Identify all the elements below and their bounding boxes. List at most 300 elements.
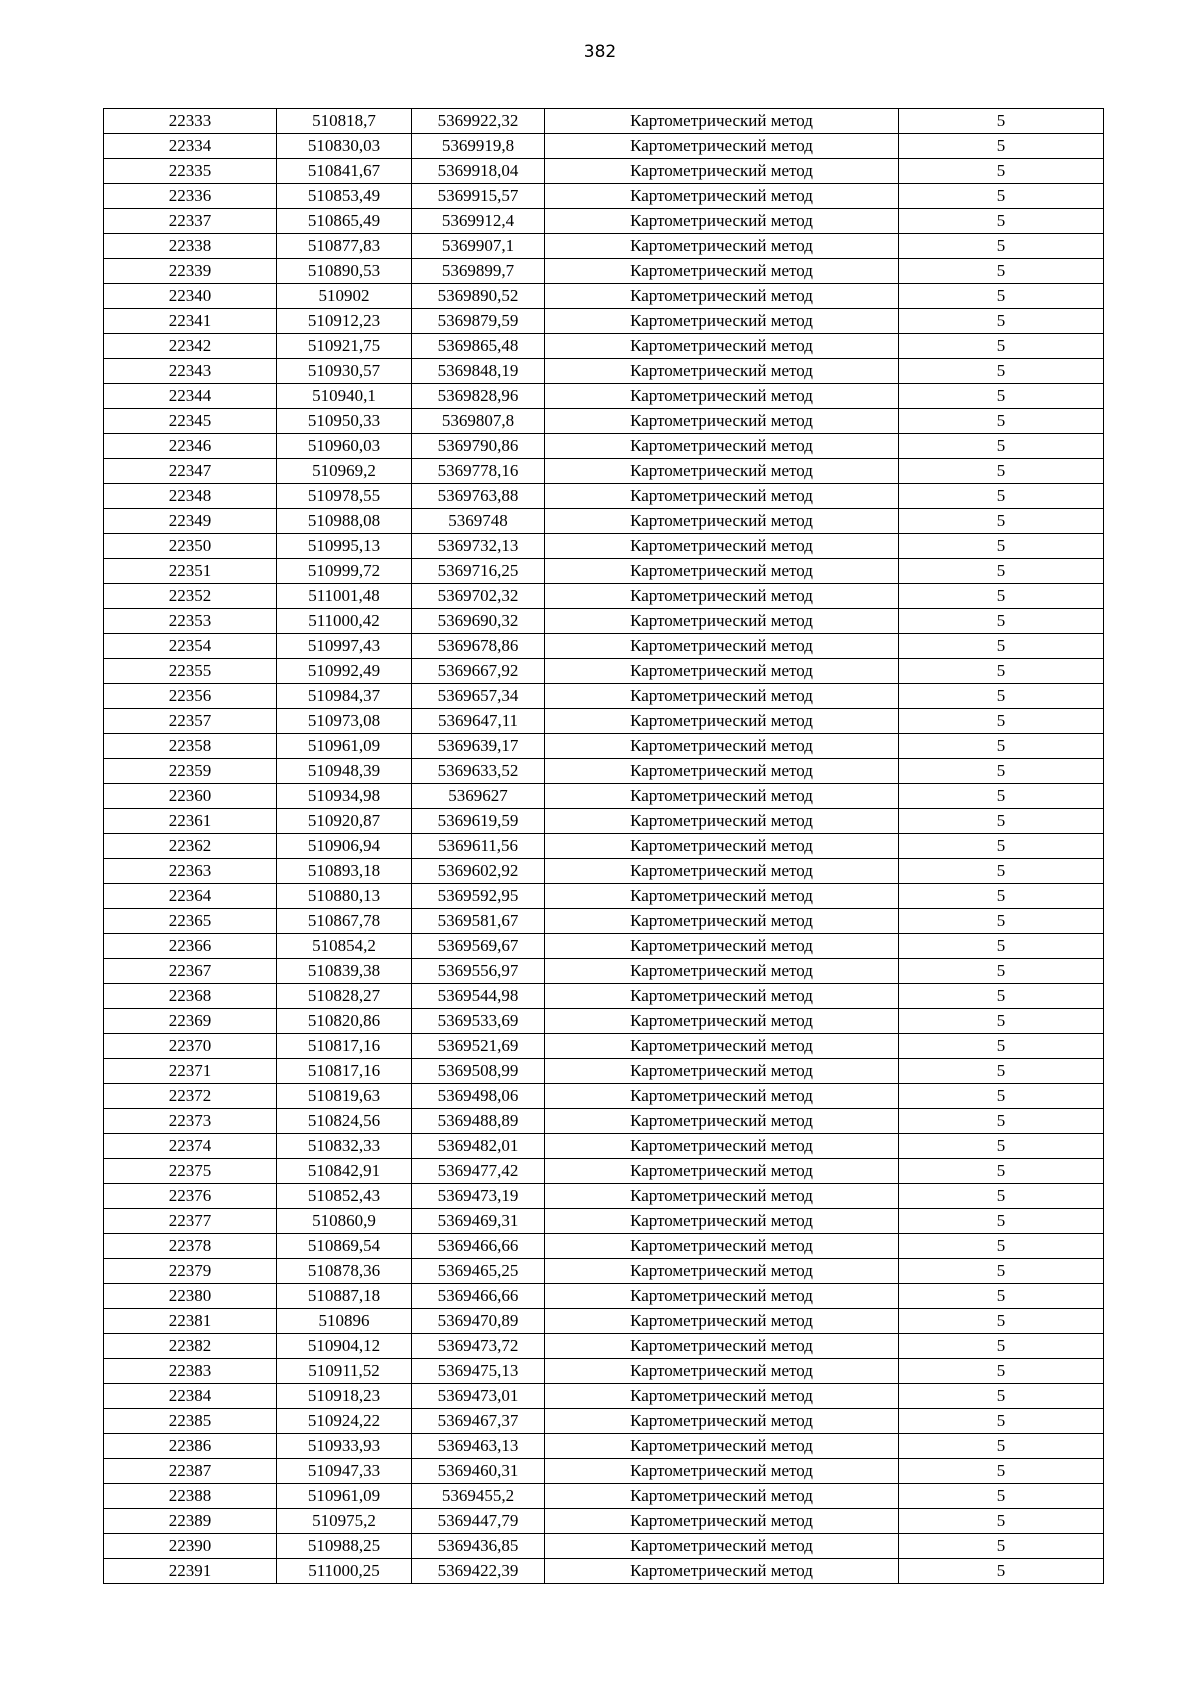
accuracy-cell: 5 (899, 884, 1104, 909)
y-coordinate-cell: 5369477,42 (412, 1159, 545, 1184)
y-coordinate-cell: 5369627 (412, 784, 545, 809)
point-number-cell: 22365 (104, 909, 277, 934)
method-cell: Картометрический метод (545, 234, 899, 259)
x-coordinate-cell: 510817,16 (277, 1034, 412, 1059)
x-coordinate-cell: 510997,43 (277, 634, 412, 659)
point-number-cell: 22353 (104, 609, 277, 634)
accuracy-cell: 5 (899, 1509, 1104, 1534)
table-row (104, 184, 1104, 209)
y-coordinate-cell: 5369918,04 (412, 159, 545, 184)
y-coordinate-cell: 5369508,99 (412, 1059, 545, 1084)
x-coordinate-cell: 510904,12 (277, 1334, 412, 1359)
accuracy-cell: 5 (899, 559, 1104, 584)
method-cell: Картометрический метод (545, 834, 899, 859)
y-coordinate-cell: 5369716,25 (412, 559, 545, 584)
y-coordinate-cell: 5369732,13 (412, 534, 545, 559)
accuracy-cell: 5 (899, 1559, 1104, 1584)
point-number-cell: 22335 (104, 159, 277, 184)
y-coordinate-cell: 5369690,32 (412, 609, 545, 634)
point-number-cell: 22360 (104, 784, 277, 809)
method-cell: Картометрический метод (545, 1559, 899, 1584)
point-number-cell: 22367 (104, 959, 277, 984)
accuracy-cell: 5 (899, 834, 1104, 859)
x-coordinate-cell: 510933,93 (277, 1434, 412, 1459)
method-cell: Картометрический метод (545, 259, 899, 284)
y-coordinate-cell: 5369465,25 (412, 1259, 545, 1284)
y-coordinate-cell: 5369678,86 (412, 634, 545, 659)
method-cell: Картометрический метод (545, 734, 899, 759)
y-coordinate-cell: 5369602,92 (412, 859, 545, 884)
accuracy-cell: 5 (899, 1134, 1104, 1159)
table-row (104, 684, 1104, 709)
accuracy-cell: 5 (899, 1534, 1104, 1559)
method-cell: Картометрический метод (545, 1384, 899, 1409)
x-coordinate-cell: 510896 (277, 1309, 412, 1334)
x-coordinate-cell: 510817,16 (277, 1059, 412, 1084)
accuracy-cell: 5 (899, 984, 1104, 1009)
y-coordinate-cell: 5369473,01 (412, 1384, 545, 1409)
accuracy-cell: 5 (899, 509, 1104, 534)
accuracy-cell: 5 (899, 459, 1104, 484)
method-cell: Картометрический метод (545, 609, 899, 634)
x-coordinate-cell: 510890,53 (277, 259, 412, 284)
y-coordinate-cell: 5369467,37 (412, 1409, 545, 1434)
point-number-cell: 22357 (104, 709, 277, 734)
point-number-cell: 22358 (104, 734, 277, 759)
y-coordinate-cell: 5369581,67 (412, 909, 545, 934)
point-number-cell: 22349 (104, 509, 277, 534)
table-row (104, 509, 1104, 534)
table-row (104, 434, 1104, 459)
point-number-cell: 22354 (104, 634, 277, 659)
table-row (104, 384, 1104, 409)
table-row (104, 1059, 1104, 1084)
point-number-cell: 22338 (104, 234, 277, 259)
point-number-cell: 22356 (104, 684, 277, 709)
x-coordinate-cell: 510995,13 (277, 534, 412, 559)
point-number-cell: 22343 (104, 359, 277, 384)
x-coordinate-cell: 510842,91 (277, 1159, 412, 1184)
method-cell: Картометрический метод (545, 1534, 899, 1559)
accuracy-cell: 5 (899, 1109, 1104, 1134)
table-row (104, 659, 1104, 684)
point-number-cell: 22366 (104, 934, 277, 959)
x-coordinate-cell: 510912,23 (277, 309, 412, 334)
method-cell: Картометрический метод (545, 1109, 899, 1134)
table-row (104, 1334, 1104, 1359)
point-number-cell: 22376 (104, 1184, 277, 1209)
x-coordinate-cell: 510988,08 (277, 509, 412, 534)
method-cell: Картометрический метод (545, 859, 899, 884)
y-coordinate-cell: 5369473,72 (412, 1334, 545, 1359)
y-coordinate-cell: 5369639,17 (412, 734, 545, 759)
point-number-cell: 22382 (104, 1334, 277, 1359)
point-number-cell: 22380 (104, 1284, 277, 1309)
point-number-cell: 22352 (104, 584, 277, 609)
y-coordinate-cell: 5369592,95 (412, 884, 545, 909)
table-row (104, 1134, 1104, 1159)
x-coordinate-cell: 510865,49 (277, 209, 412, 234)
accuracy-cell: 5 (899, 284, 1104, 309)
y-coordinate-cell: 5369619,59 (412, 809, 545, 834)
method-cell: Картометрический метод (545, 559, 899, 584)
table-row (104, 284, 1104, 309)
table-row (104, 359, 1104, 384)
method-cell: Картометрический метод (545, 1409, 899, 1434)
accuracy-cell: 5 (899, 1409, 1104, 1434)
accuracy-cell: 5 (899, 1384, 1104, 1409)
x-coordinate-cell: 510921,75 (277, 334, 412, 359)
x-coordinate-cell: 510880,13 (277, 884, 412, 909)
accuracy-cell: 5 (899, 184, 1104, 209)
point-number-cell: 22340 (104, 284, 277, 309)
coordinates-table-body (104, 109, 1104, 1584)
x-coordinate-cell: 510961,09 (277, 1484, 412, 1509)
x-coordinate-cell: 510887,18 (277, 1284, 412, 1309)
point-number-cell: 22387 (104, 1459, 277, 1484)
x-coordinate-cell: 510920,87 (277, 809, 412, 834)
table-row (104, 1109, 1104, 1134)
x-coordinate-cell: 510999,72 (277, 559, 412, 584)
method-cell: Картометрический метод (545, 909, 899, 934)
point-number-cell: 22390 (104, 1534, 277, 1559)
y-coordinate-cell: 5369556,97 (412, 959, 545, 984)
y-coordinate-cell: 5369763,88 (412, 484, 545, 509)
accuracy-cell: 5 (899, 409, 1104, 434)
point-number-cell: 22391 (104, 1559, 277, 1584)
method-cell: Картометрический метод (545, 1134, 899, 1159)
method-cell: Картометрический метод (545, 1034, 899, 1059)
table-row (104, 609, 1104, 634)
y-coordinate-cell: 5369899,7 (412, 259, 545, 284)
table-row (104, 909, 1104, 934)
x-coordinate-cell: 510940,1 (277, 384, 412, 409)
point-number-cell: 22334 (104, 134, 277, 159)
table-row (104, 134, 1104, 159)
accuracy-cell: 5 (899, 1009, 1104, 1034)
method-cell: Картометрический метод (545, 1434, 899, 1459)
point-number-cell: 22368 (104, 984, 277, 1009)
method-cell: Картометрический метод (545, 1334, 899, 1359)
y-coordinate-cell: 5369611,56 (412, 834, 545, 859)
method-cell: Картометрический метод (545, 134, 899, 159)
x-coordinate-cell: 510819,63 (277, 1084, 412, 1109)
x-coordinate-cell: 510860,9 (277, 1209, 412, 1234)
point-number-cell: 22333 (104, 109, 277, 134)
x-coordinate-cell: 510893,18 (277, 859, 412, 884)
x-coordinate-cell: 510988,25 (277, 1534, 412, 1559)
table-row (104, 759, 1104, 784)
x-coordinate-cell: 510852,43 (277, 1184, 412, 1209)
table-row (104, 1209, 1104, 1234)
accuracy-cell: 5 (899, 1334, 1104, 1359)
y-coordinate-cell: 5369569,67 (412, 934, 545, 959)
method-cell: Картометрический метод (545, 809, 899, 834)
x-coordinate-cell: 510877,83 (277, 234, 412, 259)
method-cell: Картометрический метод (545, 309, 899, 334)
x-coordinate-cell: 510978,55 (277, 484, 412, 509)
table-row (104, 309, 1104, 334)
y-coordinate-cell: 5369470,89 (412, 1309, 545, 1334)
table-row (104, 984, 1104, 1009)
accuracy-cell: 5 (899, 334, 1104, 359)
point-number-cell: 22373 (104, 1109, 277, 1134)
y-coordinate-cell: 5369922,32 (412, 109, 545, 134)
table-row (104, 1459, 1104, 1484)
y-coordinate-cell: 5369422,39 (412, 1559, 545, 1584)
y-coordinate-cell: 5369533,69 (412, 1009, 545, 1034)
table-row (104, 1359, 1104, 1384)
y-coordinate-cell: 5369667,92 (412, 659, 545, 684)
method-cell: Картометрический метод (545, 959, 899, 984)
accuracy-cell: 5 (899, 659, 1104, 684)
method-cell: Картометрический метод (545, 1084, 899, 1109)
table-row (104, 959, 1104, 984)
method-cell: Картометрический метод (545, 759, 899, 784)
accuracy-cell: 5 (899, 1259, 1104, 1284)
accuracy-cell: 5 (899, 1184, 1104, 1209)
point-number-cell: 22339 (104, 259, 277, 284)
method-cell: Картометрический метод (545, 384, 899, 409)
x-coordinate-cell: 510854,2 (277, 934, 412, 959)
x-coordinate-cell: 510818,7 (277, 109, 412, 134)
accuracy-cell: 5 (899, 584, 1104, 609)
accuracy-cell: 5 (899, 534, 1104, 559)
x-coordinate-cell: 510924,22 (277, 1409, 412, 1434)
method-cell: Картометрический метод (545, 184, 899, 209)
x-coordinate-cell: 510973,08 (277, 709, 412, 734)
table-row (104, 1034, 1104, 1059)
x-coordinate-cell: 510853,49 (277, 184, 412, 209)
table-row (104, 1184, 1104, 1209)
method-cell: Картометрический метод (545, 1459, 899, 1484)
method-cell: Картометрический метод (545, 584, 899, 609)
method-cell: Картометрический метод (545, 1259, 899, 1284)
y-coordinate-cell: 5369790,86 (412, 434, 545, 459)
y-coordinate-cell: 5369466,66 (412, 1234, 545, 1259)
point-number-cell: 22348 (104, 484, 277, 509)
table-row (104, 1284, 1104, 1309)
accuracy-cell: 5 (899, 434, 1104, 459)
table-row (104, 209, 1104, 234)
table-row (104, 1384, 1104, 1409)
table-row (104, 484, 1104, 509)
method-cell: Картометрический метод (545, 1184, 899, 1209)
y-coordinate-cell: 5369915,57 (412, 184, 545, 209)
point-number-cell: 22350 (104, 534, 277, 559)
table-row (104, 1009, 1104, 1034)
x-coordinate-cell: 510969,2 (277, 459, 412, 484)
accuracy-cell: 5 (899, 1284, 1104, 1309)
x-coordinate-cell: 510960,03 (277, 434, 412, 459)
table-row (104, 1234, 1104, 1259)
method-cell: Картометрический метод (545, 284, 899, 309)
accuracy-cell: 5 (899, 209, 1104, 234)
x-coordinate-cell: 510950,33 (277, 409, 412, 434)
x-coordinate-cell: 510975,2 (277, 1509, 412, 1534)
y-coordinate-cell: 5369919,8 (412, 134, 545, 159)
table-row (104, 1484, 1104, 1509)
accuracy-cell: 5 (899, 1034, 1104, 1059)
x-coordinate-cell: 510934,98 (277, 784, 412, 809)
method-cell: Картометрический метод (545, 509, 899, 534)
point-number-cell: 22361 (104, 809, 277, 834)
x-coordinate-cell: 510839,38 (277, 959, 412, 984)
point-number-cell: 22336 (104, 184, 277, 209)
point-number-cell: 22362 (104, 834, 277, 859)
method-cell: Картометрический метод (545, 884, 899, 909)
point-number-cell: 22383 (104, 1359, 277, 1384)
y-coordinate-cell: 5369521,69 (412, 1034, 545, 1059)
table-row (104, 1259, 1104, 1284)
table-row (104, 809, 1104, 834)
table-row (104, 1309, 1104, 1334)
y-coordinate-cell: 5369447,79 (412, 1509, 545, 1534)
accuracy-cell: 5 (899, 134, 1104, 159)
y-coordinate-cell: 5369807,8 (412, 409, 545, 434)
accuracy-cell: 5 (899, 759, 1104, 784)
table-row (104, 1084, 1104, 1109)
accuracy-cell: 5 (899, 909, 1104, 934)
table-row (104, 534, 1104, 559)
method-cell: Картометрический метод (545, 159, 899, 184)
table-row (104, 1534, 1104, 1559)
x-coordinate-cell: 510832,33 (277, 1134, 412, 1159)
x-coordinate-cell: 510841,67 (277, 159, 412, 184)
point-number-cell: 22344 (104, 384, 277, 409)
accuracy-cell: 5 (899, 1059, 1104, 1084)
accuracy-cell: 5 (899, 634, 1104, 659)
accuracy-cell: 5 (899, 1159, 1104, 1184)
x-coordinate-cell: 510947,33 (277, 1459, 412, 1484)
x-coordinate-cell: 510984,37 (277, 684, 412, 709)
accuracy-cell: 5 (899, 1234, 1104, 1259)
x-coordinate-cell: 510869,54 (277, 1234, 412, 1259)
table-row (104, 109, 1104, 134)
y-coordinate-cell: 5369848,19 (412, 359, 545, 384)
x-coordinate-cell: 510992,49 (277, 659, 412, 684)
accuracy-cell: 5 (899, 934, 1104, 959)
x-coordinate-cell: 510828,27 (277, 984, 412, 1009)
method-cell: Картометрический метод (545, 984, 899, 1009)
x-coordinate-cell: 510906,94 (277, 834, 412, 859)
x-coordinate-cell: 510930,57 (277, 359, 412, 384)
point-number-cell: 22378 (104, 1234, 277, 1259)
table-row (104, 334, 1104, 359)
accuracy-cell: 5 (899, 1434, 1104, 1459)
point-number-cell: 22372 (104, 1084, 277, 1109)
point-number-cell: 22363 (104, 859, 277, 884)
x-coordinate-cell: 510911,52 (277, 1359, 412, 1384)
method-cell: Картометрический метод (545, 534, 899, 559)
accuracy-cell: 5 (899, 809, 1104, 834)
table-row (104, 834, 1104, 859)
y-coordinate-cell: 5369466,66 (412, 1284, 545, 1309)
accuracy-cell: 5 (899, 384, 1104, 409)
coordinates-table (103, 108, 1104, 1584)
accuracy-cell: 5 (899, 1359, 1104, 1384)
y-coordinate-cell: 5369879,59 (412, 309, 545, 334)
method-cell: Картометрический метод (545, 334, 899, 359)
method-cell: Картометрический метод (545, 1209, 899, 1234)
point-number-cell: 22369 (104, 1009, 277, 1034)
table-row (104, 859, 1104, 884)
y-coordinate-cell: 5369488,89 (412, 1109, 545, 1134)
table-row (104, 734, 1104, 759)
accuracy-cell: 5 (899, 859, 1104, 884)
table-row (104, 1434, 1104, 1459)
table-row (104, 709, 1104, 734)
accuracy-cell: 5 (899, 1459, 1104, 1484)
method-cell: Картометрический метод (545, 459, 899, 484)
table-row (104, 459, 1104, 484)
y-coordinate-cell: 5369912,4 (412, 209, 545, 234)
point-number-cell: 22386 (104, 1434, 277, 1459)
table-row (104, 259, 1104, 284)
point-number-cell: 22385 (104, 1409, 277, 1434)
y-coordinate-cell: 5369482,01 (412, 1134, 545, 1159)
table-row (104, 1509, 1104, 1534)
point-number-cell: 22359 (104, 759, 277, 784)
point-number-cell: 22384 (104, 1384, 277, 1409)
y-coordinate-cell: 5369865,48 (412, 334, 545, 359)
x-coordinate-cell: 510830,03 (277, 134, 412, 159)
accuracy-cell: 5 (899, 109, 1104, 134)
method-cell: Картометрический метод (545, 109, 899, 134)
table-row (104, 234, 1104, 259)
accuracy-cell: 5 (899, 1209, 1104, 1234)
method-cell: Картометрический метод (545, 434, 899, 459)
x-coordinate-cell: 510918,23 (277, 1384, 412, 1409)
point-number-cell: 22337 (104, 209, 277, 234)
method-cell: Картометрический метод (545, 1359, 899, 1384)
x-coordinate-cell: 511000,25 (277, 1559, 412, 1584)
method-cell: Картометрический метод (545, 1484, 899, 1509)
method-cell: Картометрический метод (545, 634, 899, 659)
accuracy-cell: 5 (899, 734, 1104, 759)
y-coordinate-cell: 5369828,96 (412, 384, 545, 409)
y-coordinate-cell: 5369702,32 (412, 584, 545, 609)
method-cell: Картометрический метод (545, 684, 899, 709)
table-row (104, 409, 1104, 434)
y-coordinate-cell: 5369657,34 (412, 684, 545, 709)
accuracy-cell: 5 (899, 259, 1104, 284)
method-cell: Картометрический метод (545, 409, 899, 434)
accuracy-cell: 5 (899, 609, 1104, 634)
point-number-cell: 22371 (104, 1059, 277, 1084)
page-number: 382 (583, 42, 617, 62)
point-number-cell: 22342 (104, 334, 277, 359)
y-coordinate-cell: 5369544,98 (412, 984, 545, 1009)
method-cell: Картометрический метод (545, 1284, 899, 1309)
y-coordinate-cell: 5369473,19 (412, 1184, 545, 1209)
y-coordinate-cell: 5369460,31 (412, 1459, 545, 1484)
x-coordinate-cell: 510878,36 (277, 1259, 412, 1284)
point-number-cell: 22375 (104, 1159, 277, 1184)
y-coordinate-cell: 5369498,06 (412, 1084, 545, 1109)
y-coordinate-cell: 5369778,16 (412, 459, 545, 484)
y-coordinate-cell: 5369463,13 (412, 1434, 545, 1459)
accuracy-cell: 5 (899, 159, 1104, 184)
x-coordinate-cell: 510902 (277, 284, 412, 309)
accuracy-cell: 5 (899, 709, 1104, 734)
accuracy-cell: 5 (899, 309, 1104, 334)
point-number-cell: 22347 (104, 459, 277, 484)
method-cell: Картометрический метод (545, 1159, 899, 1184)
table-row (104, 584, 1104, 609)
x-coordinate-cell: 510961,09 (277, 734, 412, 759)
point-number-cell: 22345 (104, 409, 277, 434)
